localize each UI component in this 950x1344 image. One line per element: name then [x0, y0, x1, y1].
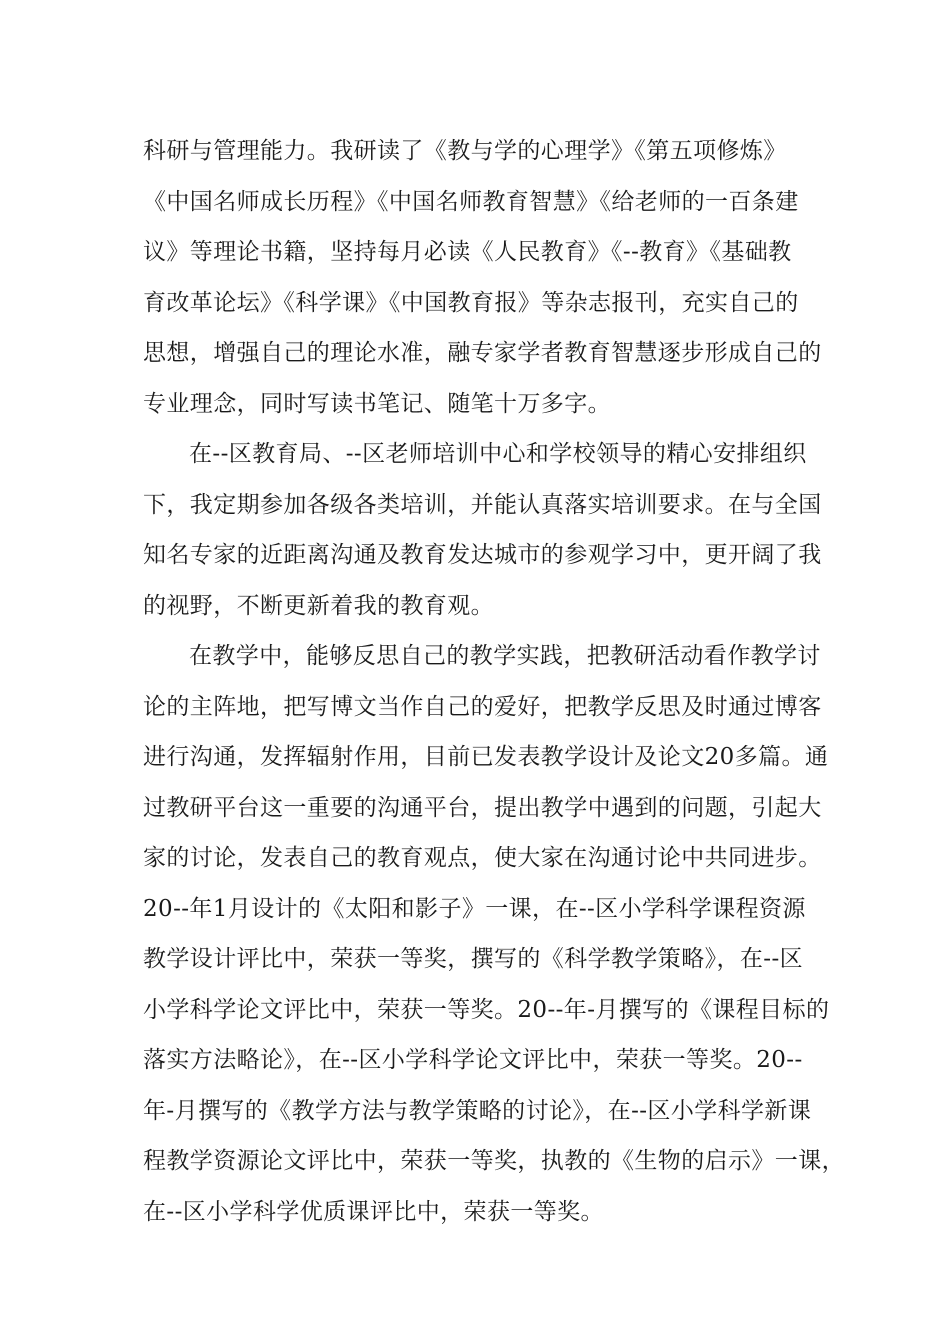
text-line: 进行沟通，发挥辐射作用，目前已发表教学设计及论文20多篇。通 — [143, 744, 829, 770]
text-line: 《中国名师成长历程》《中国名师教育智慧》《给老师的一百条建 — [143, 188, 799, 215]
text-line: 论的主阵地，把写博文当作自己的爱好，把教学反思及时通过博客 — [143, 693, 822, 720]
text-line: 家的讨论，发表自己的教育观点，使大家在沟通讨论中共同进步。 — [143, 845, 822, 871]
text-line: 落实方法略论》，在--区小学科学论文评比中，荣获一等奖。20-- — [143, 1047, 803, 1073]
text-line: 思想，增强自己的理论水准，融专家学者教育智慧逐步形成自己的 — [143, 340, 822, 366]
text-line: 过教研平台这一重要的沟通平台，提出教学中遇到的问题，引起大 — [143, 794, 822, 821]
paragraph-first-line: 在--区教育局、--区老师培训中心和学校领导的精心安排组织 — [189, 441, 807, 467]
paragraph-first-line: 在教学中，能够反思自己的教学实践，把教研活动看作教学讨 — [189, 643, 821, 669]
text-line: 小学科学论文评比中，荣获一等奖。20--年-月撰写的《课程目标的 — [143, 996, 830, 1023]
text-line: 专业理念，同时写读书笔记、随笔十万多字。 — [143, 390, 611, 417]
text-line: 在--区小学科学优质课评比中，荣获一等奖。 — [143, 1198, 604, 1225]
text-line: 教学设计评比中，荣获一等奖，撰写的《科学教学策略》，在--区 — [143, 946, 804, 972]
text-line: 程教学资源论文评比中，荣获一等奖，执教的《生物的启示》一课， — [143, 1148, 845, 1174]
text-line: 育改革论坛》《科学课》《中国教育报》等杂志报刊，充实自己的 — [143, 289, 799, 316]
text-line: 20--年1月设计的《太阳和影子》一课，在--区小学科学课程资源 — [143, 895, 806, 922]
text-line: 下，我定期参加各级各类培训，并能认真落实培训要求。在与全国 — [143, 491, 822, 518]
text-line: 议》等理论书籍，坚持每月必读《人民教育》《--教育》《基础教 — [143, 239, 792, 265]
text-line: 年-月撰写的《教学方法与教学策略的讨论》，在--区小学科学新课 — [143, 1097, 812, 1124]
body-text — [143, 126, 845, 1237]
text-line: 知名专家的近距离沟通及教育发达城市的参观学习中，更开阔了我 — [143, 542, 822, 568]
text-line: 的视野，不断更新着我的教育观。 — [143, 592, 494, 619]
text-line: 科研与管理能力。我研读了《教与学的心理学》《第五项修炼》 — [143, 138, 787, 164]
